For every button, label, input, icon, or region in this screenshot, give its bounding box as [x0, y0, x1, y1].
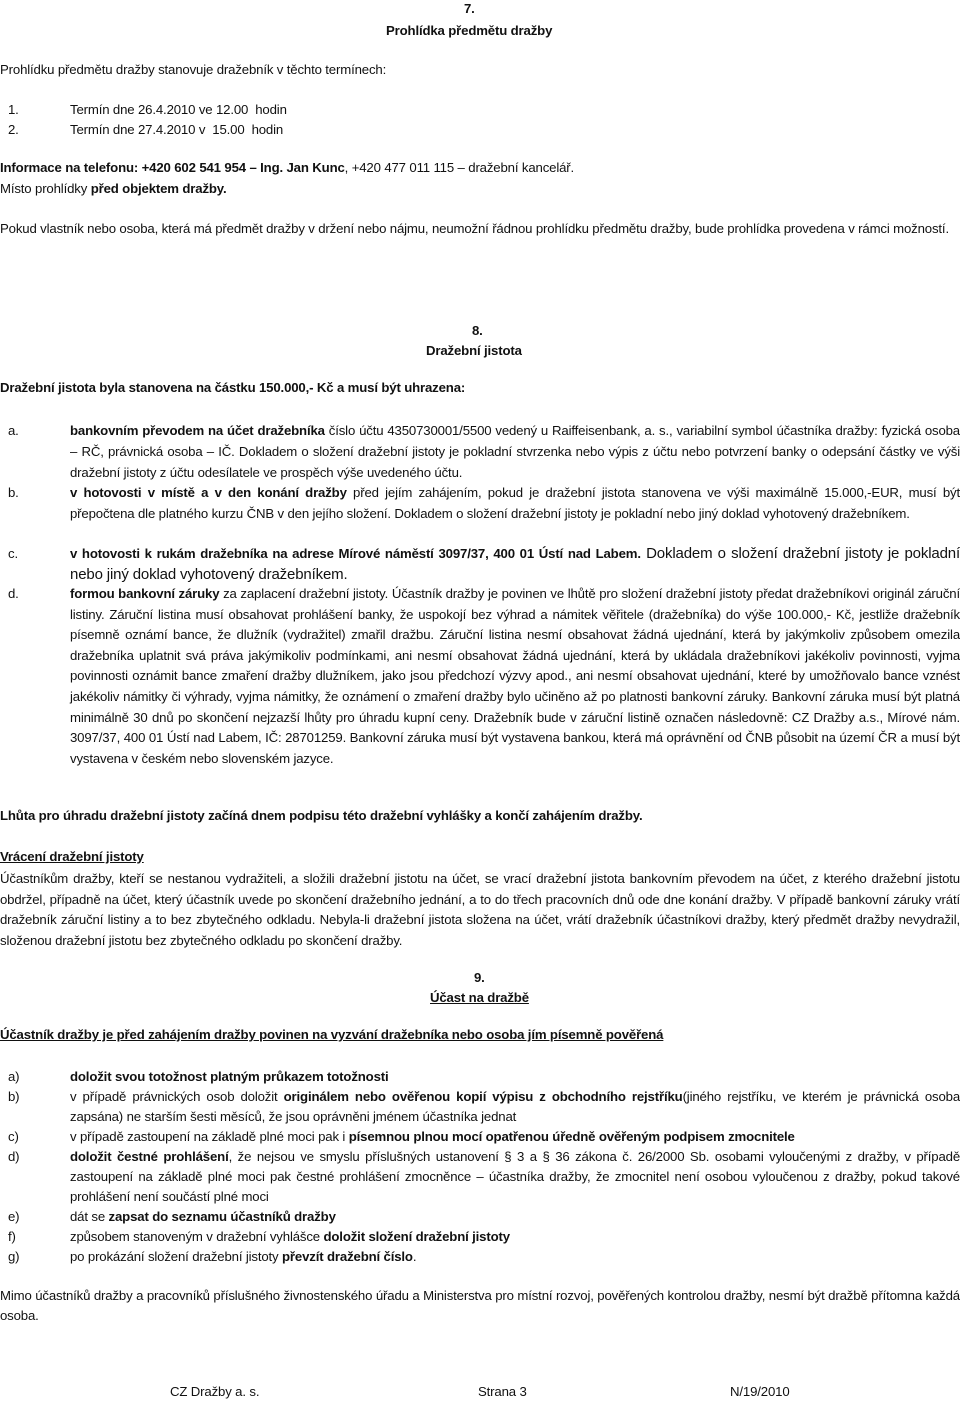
- list-text: dát se zapsat do seznamu účastníků dražby: [70, 1209, 336, 1224]
- viewing-place-value: před objektem dražby.: [90, 181, 227, 196]
- list-marker: g): [8, 1249, 20, 1264]
- list-marker: a.: [8, 423, 19, 438]
- footer-company: CZ Dražby a. s.: [170, 1384, 260, 1399]
- list-marker: e): [8, 1209, 20, 1224]
- contact-info-rest: , +420 477 011 115 – dražební kancelář.: [344, 160, 575, 175]
- term-text: Termín dne 26.4.2010 ve 12.00 hodin: [70, 102, 287, 117]
- list-text: způsobem stanoveným v dražební vyhlášce doložit složení dražební jistoty: [70, 1229, 510, 1244]
- term-marker: 2.: [8, 122, 19, 137]
- list-text-rest: za zaplacení dražební jistoty. Účastník dražby je povinen ve lhůtě pro složení dražební jistoty předat dražebníkovi originál záruční listiny. Záruční listina musí obsahovat prohlášení banky, že uspokojí bez výhrad a námitek věřitele (dražebníka) do výše 100.000,- Kč, jestliže dražebník písemně oznámí bance, že dlužník (vydražitel) zmařil dražbu. Záruční listina nesmí obsahovat žádná ujednání, která by jakýmkoliv způsobem omezila dražebníka uplatnit svá práva jakýmikoliv podmínkami, ani nesmí obsahovat žádná ujednání, která by ukládala dražebníkovi jakékoliv povinnosti, vyjma povinnosti oznámit bance zmaření dražby dlužníkem, jako jsou předchozí výzvy apod., ani nesmí obsahovat ujednání, které by umožňovalo bance vznést jakékoliv námitky či výhrady, vyjma námitky, že oznámení o zmaření dražby bylo učiněno až po platnosti bankovní záruky. Bankovní záruka musí být platná minimálně 30 dnů po skončení nejzazší lhůty pro úhradu kupní ceny. Dražebník bude v záruční listině označen následovně: CZ Dražby a.s., Mírové nám. 3097/37, 400 01 Ústí nad Labem, IČ: 28701259. Bankovní záruka musí být vystavena bankou, která má oprávnění od ČNB působit na území ČR a musí být vystavena v českém nebo slovenském jazyce.: [70, 586, 960, 766]
- section-8-intro: Dražební jistota byla stanovena na částku 150.000,- Kč a musí být uhrazena:: [0, 380, 466, 395]
- footer-reference: N/19/2010: [730, 1384, 790, 1399]
- section-9-number: 9.: [474, 970, 485, 985]
- list-text-rest: před jejím zahájením, pokud je dražební jistota stanovena ve výši maximálně 15.000,-EUR, musí být přepočtena dle platného kurzu ČNB v den jejího složení. Dokladem o složení dražební jistoty je pokladní nebo jiný doklad vyhotovený dražebníkem.: [70, 485, 960, 521]
- list-text: [70, 482, 960, 524]
- term-text: Termín dne 27.4.2010 v 15.00 hodin: [70, 122, 284, 137]
- list-marker: c.: [8, 546, 18, 561]
- list-text: doložit svou totožnost platným průkazem totožnosti: [70, 1069, 389, 1084]
- list-text-rest: Dokladem o složení dražební jistoty je pokladní nebo jiný doklad vyhotovený dražebníkem.: [70, 545, 960, 583]
- list-text: v případě právnických osob doložit originálem nebo ověřenou kopií výpisu z obchodního rejstříku(jiného rejstříku, ve kterém je právnická osoba zapsána) ne starším šesti měsíců, že jsou oprávněni jménem účastníka jednat: [70, 1089, 960, 1124]
- contact-info-bold: Informace na telefonu: +420 602 541 954 – Ing. Jan Kunc: [0, 160, 345, 175]
- list-text-bold: formou bankovní záruky: [70, 586, 220, 601]
- list-marker: b.: [8, 485, 19, 500]
- section-7-paragraph: Pokud vlastník nebo osoba, která má předmět dražby v držení nebo nájmu, neumožní řádnou prohlídku předmětu dražby, bude prohlídka provedena v rámci možností.: [0, 221, 949, 236]
- viewing-place: [0, 180, 227, 198]
- list-marker: f): [8, 1229, 16, 1244]
- section-9-title: Účast na dražbě: [430, 990, 529, 1005]
- list-text-bold: v hotovosti v místě a v den konání dražby: [70, 485, 347, 500]
- section-8-title: Dražební jistota: [426, 343, 522, 358]
- list-marker: b): [8, 1089, 20, 1104]
- list-marker: d): [8, 1149, 20, 1164]
- deposit-deadline: Lhůta pro úhradu dražební jistoty začíná dnem podpisu této dražební vyhlášky a končí zahájením dražby.: [0, 808, 643, 823]
- section-9-intro: Účastník dražby je před zahájením dražby povinen na vyzvání dražebníka nebo osoba jím písemně pověřená: [0, 1027, 664, 1042]
- refund-text: Účastníkům dražby, kteří se nestanou vydražiteli, a složili dražební jistotu na účet, se vrací dražební jistota bankovním převodem na účet, z kterého dražební jistotu obdržel, případně na účet, který účastník uvede po skončení dražebního jednání, a to do třech pracovních dnů ode dne konání dražby. V případě bankovní záruky vrátí dražebník záruční listiny a to bez zbytečného odkladu. Nebyla-li dražební jistota složena na účet, vrátí dražebník účastníkovi dražby, který předmět dražby nevydražil, složenou dražební jistotu bez zbytečného odkladu po skončení dražby.: [0, 871, 960, 948]
- list-text-bold: v hotovosti k rukám dražebníka na adrese Mírové náměstí 3097/37, 400 01 Ústí nad Labem.: [70, 546, 641, 561]
- term-marker: 1.: [8, 102, 19, 117]
- list-text: doložit čestné prohlášení, že nejsou ve smyslu příslušných ustanovení § 3 a § 36 zákona č. 26/2000 Sb. osobami vyloučenými z dražby, v případě zastoupení na základě plné moci pak čestné prohlášení zmocněnce – účastníka dražby, že zmocnitel není osobou vyloučenou z dražby, pokud takové prohlášení není součástí plné moci: [70, 1149, 960, 1204]
- closing-paragraph: Mimo účastníků dražby a pracovníků příslušného živnostenského úřadu a Ministerstva pro místní rozvoj, pověřených kontrolou dražby, nesmí být dražbě přítomna každá osoba.: [0, 1288, 960, 1323]
- section-8-number: 8.: [472, 323, 483, 338]
- viewing-place-label: Místo prohlídky: [0, 181, 91, 196]
- footer-page: Strana 3: [478, 1384, 527, 1399]
- section-7-number: 7.: [464, 1, 475, 16]
- list-text: [70, 584, 960, 769]
- section-7-intro: Prohlídku předmětu dražby stanovuje dražebník v těchto termínech:: [0, 62, 387, 77]
- list-marker: a): [8, 1069, 20, 1084]
- list-text: [70, 543, 960, 585]
- list-text: po prokázání složení dražební jistoty převzít dražební číslo.: [70, 1249, 417, 1264]
- list-text-bold: bankovním převodem na účet dražebníka: [70, 423, 325, 438]
- list-text: v případě zastoupení na základě plné moci pak i písemnou plnou mocí opatřenou úředně ověřeným podpisem zmocnitele: [70, 1129, 795, 1144]
- section-7-title: Prohlídka předmětu dražby: [386, 23, 553, 38]
- refund-title: Vrácení dražební jistoty: [0, 849, 144, 864]
- contact-info: [0, 159, 574, 177]
- list-text: [70, 420, 960, 483]
- list-text-rest: číslo účtu 4350730001/5500 vedený u Raiffeisenbank, a. s., variabilní symbol účastníka dražby: fyzická osoba – RČ, právnická osoba – IČ. Dokladem o složení dražební jistoty je pokladní stvrzenka nebo výpis z účtu nebo potvrzení banky o odepsání částky ve výši dražební jistoty z účtu odesílatele ve prospěch výše uvedeného účtu.: [70, 423, 960, 480]
- list-marker: c): [8, 1129, 19, 1144]
- list-marker: d.: [8, 586, 19, 601]
